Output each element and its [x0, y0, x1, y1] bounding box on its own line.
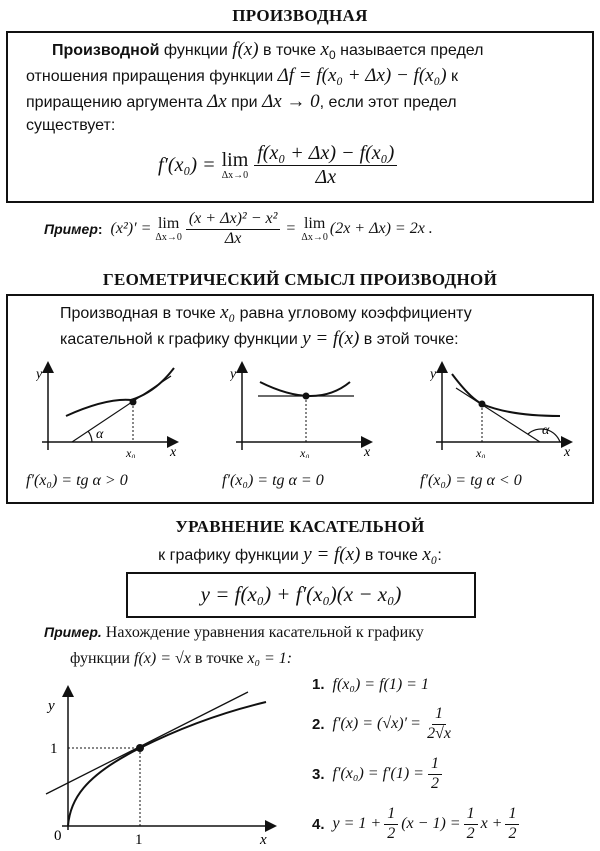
geometric-line-1: Производная в точке x₀ равна угловому коэффициенту: [60, 302, 472, 323]
svg-text:x: x: [564, 445, 571, 458]
sqrt-curve: [68, 702, 266, 826]
tangent-line: [46, 692, 248, 794]
x0-label: x₀: [300, 446, 310, 458]
svg-text:y: y: [36, 367, 43, 382]
definition-term: Производной: [52, 42, 160, 59]
graph-negative-slope: [430, 358, 580, 458]
caption-positive: f′(x₀) = tg α > 0: [26, 472, 128, 489]
graph-positive-slope: [36, 358, 186, 458]
caption-zero: f′(x₀) = tg α = 0: [222, 472, 324, 489]
geometric-line-2: касательной к графику функции y = f(x) в этой точке:: [60, 328, 459, 349]
step-1: 1. f(x₀) = f(1) = 1: [312, 676, 429, 693]
caption-negative: f′(x₀) = tg α < 0: [420, 472, 522, 489]
section-title-derivative: ПРОИЗВОДНАЯ: [232, 6, 368, 25]
svg-text:y: y: [430, 367, 437, 382]
tangent-point: [479, 401, 486, 408]
svg-text:y: y: [48, 698, 55, 714]
x0-label: x₀: [126, 446, 136, 458]
svg-text:y: y: [230, 367, 237, 382]
definition-line-3: приращению аргумента Δx при Δx → 0, если этот предел: [26, 91, 457, 112]
example-derivative: Пример : (x²)′ = lim Δx→0 $\frac{\text{(x + Δx)² − x²}}{\Delta x}$ = lim Δx→0 (2x + Δx) = 2x .: [44, 210, 433, 247]
example-tangent-line1: Пример. Нахождение уравнения касательной к графику: [44, 624, 424, 641]
definition-box: [6, 31, 594, 203]
svg-text:0: 0: [54, 828, 62, 844]
step-3: 3. f′(x₀) = f′(1) = $\frac{1}{2}$: [312, 756, 442, 793]
geometric-box: [6, 294, 594, 504]
svg-text:x: x: [260, 832, 267, 848]
step-2: 2. f′(x) = (√x)′ = $\frac{1}{2√x}$: [312, 705, 451, 742]
derivative-formula: f′(x₀) = lim Δx→0 $\frac{\text{f(x₀ + Δx) − f(x₀)}}{\Delta x}$: [158, 143, 397, 188]
svg-text:x: x: [170, 445, 177, 458]
tangent-line: [72, 376, 171, 442]
sqrt-tangent-graph: [34, 680, 284, 848]
alpha-label: α: [542, 423, 550, 438]
svg-text:1: 1: [135, 832, 143, 848]
alpha-label: α: [96, 427, 104, 442]
svg-text:x: x: [364, 445, 371, 458]
definition-line-2: отношения приращения функции Δf = f(x₀ + Δx) − f(x₀) к: [26, 65, 458, 86]
example-tangent-line2: функции f(x) = √x в точке x₀ = 1:: [70, 650, 293, 667]
tangent-subtitle: к графику функции y = f(x) в точке x₀:: [158, 544, 442, 565]
function-curve: [452, 374, 560, 416]
tangent-formula: y = f(x₀) + f′(x₀)(x − x₀): [200, 582, 402, 606]
function-curve: [66, 368, 174, 416]
step-4: 4. y = 1 + $\frac{1}{2}$ (x − 1) = $\frac{1}{2}$ x + $\frac{1}{2}$: [312, 806, 519, 843]
tangent-point: [136, 744, 144, 752]
x0-label: x₀: [476, 446, 486, 458]
definition-line-4: существует:: [26, 117, 116, 134]
graph-zero-slope: [230, 358, 380, 458]
tangent-formula-box: [126, 572, 476, 618]
section-title-tangent: УРАВНЕНИЕ КАСАТЕЛЬНОЙ: [175, 517, 425, 536]
definition-line-1: Производной функции f(x) в точке $x_0$ называется предел: [52, 39, 484, 63]
tangent-point: [303, 393, 310, 400]
tangent-point: [130, 399, 137, 406]
section-title-geometric: ГЕОМЕТРИЧЕСКИЙ СМЫСЛ ПРОИЗВОДНОЙ: [102, 270, 498, 289]
svg-text:1: 1: [50, 741, 58, 757]
